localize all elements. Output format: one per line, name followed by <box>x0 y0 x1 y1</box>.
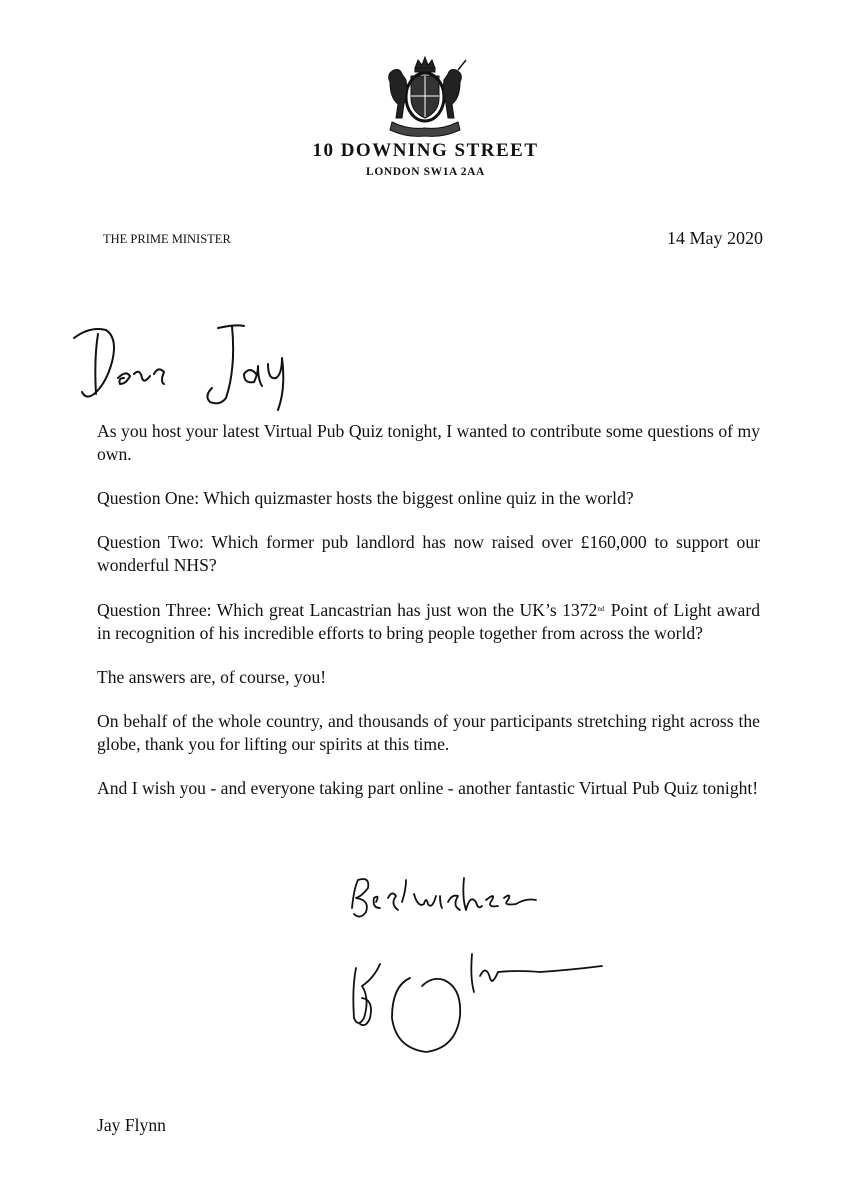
body-paragraph: On behalf of the whole country, and thousands of your participants stretching right across the globe, thank you for lifting our spirits at this time. <box>97 711 760 754</box>
royal-coat-of-arms-icon <box>378 52 472 138</box>
letter-date: 14 May 2020 <box>667 228 763 248</box>
body-paragraph: Question Two: Which former pub landlord has now raised over £160,000 to support our wonderful NHS? <box>97 532 760 575</box>
letterhead-address-city: LONDON SW1A 2AA <box>366 166 485 178</box>
sender-title: THE PRIME MINISTER <box>103 232 231 246</box>
letterhead-address-street: 10 DOWNING STREET <box>312 140 539 161</box>
body-paragraph: And I wish you - and everyone taking part online - another fantastic Virtual Pub Quiz tonight! <box>97 778 759 798</box>
recipient-name: Jay Flynn <box>97 1115 166 1135</box>
body-paragraph <box>97 598 760 645</box>
body-paragraph: As you host your latest Virtual Pub Quiz tonight, I wanted to contribute some questions of my own. <box>97 421 760 464</box>
question-three-text-continued: Point of Light award in recognition of his incredible efforts to bring people together from across the world? <box>97 600 760 643</box>
body-paragraph: The answers are, of course, you! <box>97 667 327 687</box>
letter-body <box>97 420 760 821</box>
handwritten-signature-icon <box>340 868 620 1068</box>
ordinal-suffix: nd <box>597 605 605 613</box>
body-paragraph: Question One: Which quizmaster hosts the biggest online quiz in the world? <box>97 488 634 508</box>
question-three-text: Question Three: Which great Lancastrian has just won the UK’s 1372 <box>97 600 598 620</box>
handwritten-salutation <box>60 308 340 418</box>
